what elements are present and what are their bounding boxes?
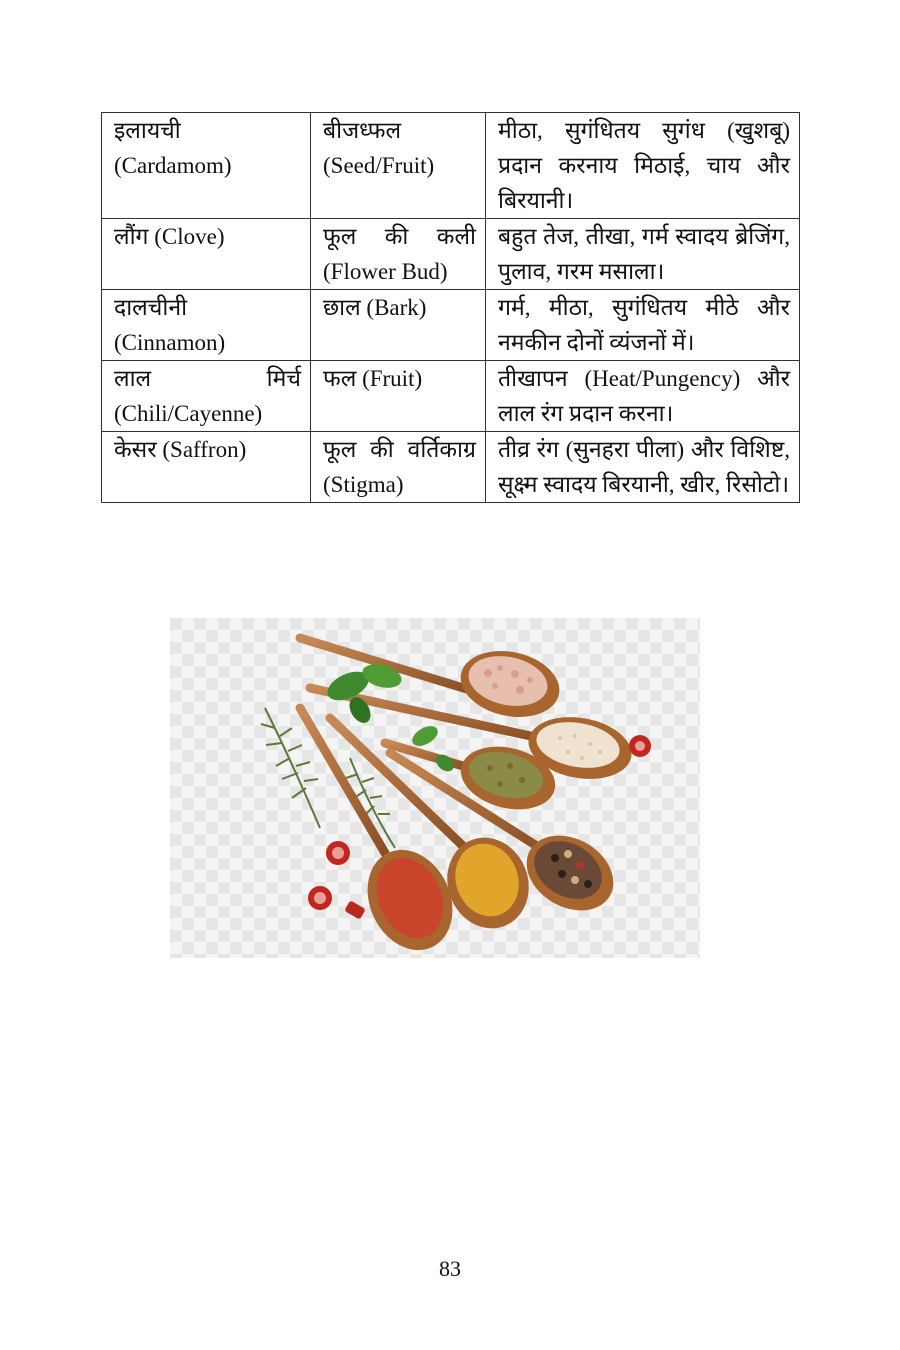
spice-name-cell: केसर (Saffron) [102,432,311,503]
plant-part-cell: बीजध्फल (Seed/Fruit) [311,113,486,219]
plant-part-cell: छाल (Bark) [311,290,486,361]
plant-part-cell: फल (Fruit) [311,361,486,432]
spice-name-cell: लाल मिर्च (Chili/Cayenne) [102,361,311,432]
spice-name-cell: इलायची (Cardamom) [102,113,311,219]
table-row [102,361,800,432]
usage-cell: तीव्र रंग (सुनहरा पीला) और विशिष्ट, सूक्ष्म स्वादय बिरयानी, खीर, रिसोटो। [486,432,800,503]
table-row [102,219,800,290]
spice-table [101,112,800,503]
usage-cell: तीखापन (Heat/Pungency) और लाल रंग प्रदान करना। [486,361,800,432]
usage-cell: बहुत तेज, तीखा, गर्म स्वादय ब्रेजिंग, पुलाव, गरम मसाला। [486,219,800,290]
page-number: 83 [439,1256,461,1281]
spices-photo [170,618,700,958]
plant-part-cell: फूल की कली (Flower Bud) [311,219,486,290]
table-row [102,113,800,219]
spice-name-cell: लौंग (Clove) [102,219,311,290]
usage-cell: मीठा, सुगंधितय सुगंध (खुशबू) प्रदान करनाय मिठाई, चाय और बिरयानी। [486,113,800,219]
table-row [102,432,800,503]
plant-part-cell: फूल की वर्तिकाग्र (Stigma) [311,432,486,503]
spice-name-cell: दालचीनी (Cinnamon) [102,290,311,361]
table-row [102,290,800,361]
usage-cell: गर्म, मीठा, सुगंधितय मीठे और नमकीन दोनों व्यंजनों में। [486,290,800,361]
